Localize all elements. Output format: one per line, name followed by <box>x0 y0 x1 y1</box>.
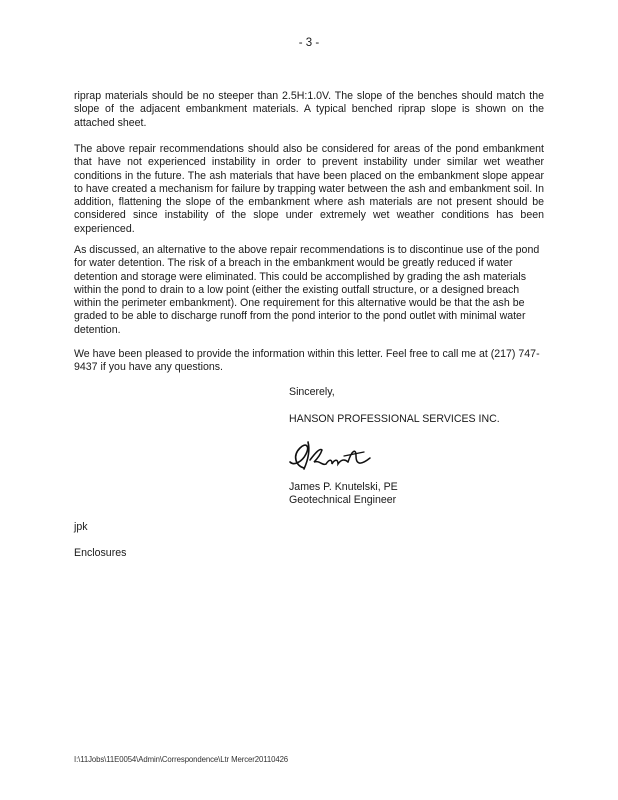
body-paragraph-4: We have been pleased to provide the information within this letter. Feel free to call me at (217) 747-9437 if you have any questions. <box>74 348 540 374</box>
enclosures-note: Enclosures <box>74 547 127 559</box>
signature-image <box>286 438 376 474</box>
file-path-footer: I:\11Jobs\11E0054\Admin\Correspondence\Ltr Mercer20110426 <box>74 755 289 764</box>
signer-name: James P. Knutelski, PE <box>289 481 398 493</box>
body-paragraph-3: As discussed, an alternative to the above repair recommendations is to discontinue use of the pond for water detention. The risk of a breach in the embankment would be greatly reduced if water detention and storage were eliminated. This could be accomplished by grading the ash materials within the pond to drain to a low point (either the existing outfall structure, or a designed breach within the perimeter embankment). One requirement for this alternative would be that the ash be graded to be able to discharge runoff from the pond interior to the pond outlet with minimal water detention. <box>74 244 540 336</box>
company-name: HANSON PROFESSIONAL SERVICES INC. <box>289 413 500 425</box>
closing-salutation: Sincerely, <box>289 386 335 398</box>
body-paragraph-1: riprap materials should be no steeper than 2.5H:1.0V. The slope of the benches should match the slope of the adjacent embankment materials. A typical benched riprap slope is shown on the attached sheet. <box>74 90 544 129</box>
typist-initials: jpk <box>74 521 88 533</box>
signer-title: Geotechnical Engineer <box>289 494 397 506</box>
page-number: - 3 - <box>298 37 320 49</box>
body-paragraph-2: The above repair recommendations should also be considered for areas of the pond embankment that have not experienced instability in order to prevent instability under similar wet weather conditions in the future. The ash materials that have been placed on the embankment slope appear to have created a mechanism for failure by trapping water between the ash and embankment soil. In addition, flattening the slope of the embankment where ash materials are not present should be considered since instability of the slope under extremely wet weather conditions has been experienced. <box>74 143 544 235</box>
